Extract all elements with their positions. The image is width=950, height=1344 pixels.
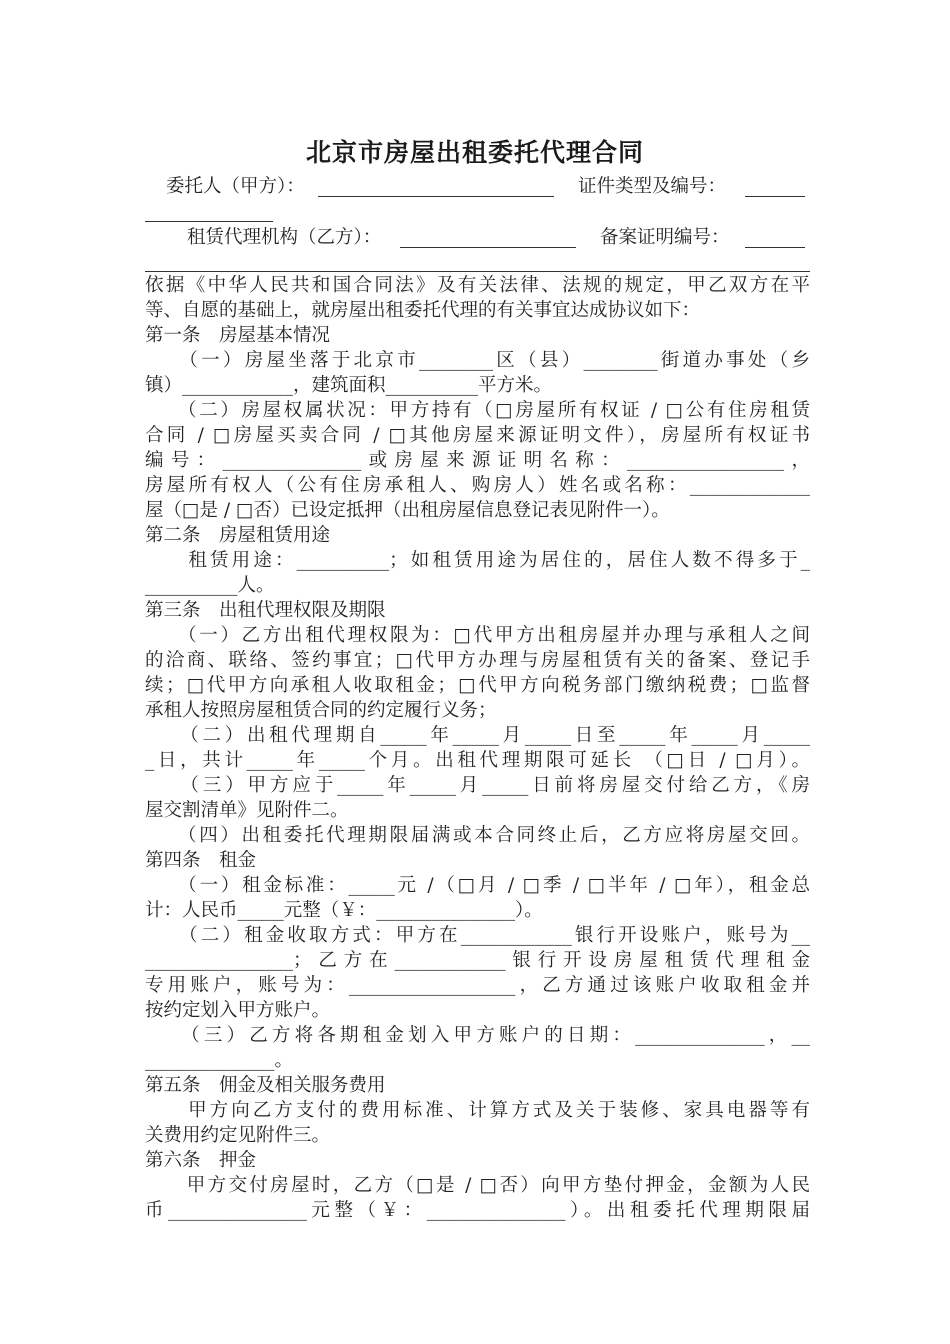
id-type-label: 证件类型及编号： — [578, 176, 727, 197]
body-line: 关费用约定见附件三。 — [145, 1125, 331, 1146]
article-heading: 第五条 佣金及相关服务费用 — [145, 1075, 386, 1096]
article-heading: 第一条 房屋基本情况 — [145, 325, 331, 346]
body-line: 合同 / □房屋买卖合同 / □其他房屋来源证明文件），房屋所有权证书 — [145, 425, 810, 446]
body-line: ________________；乙方在____________银行开设房屋租赁代理租金 — [145, 950, 810, 971]
body-line: 甲方交付房屋时，乙方（□是 / □否）向甲方垫付押金，金额为人民 — [145, 1175, 810, 1196]
body-line: （四）出租委托代理期限届满或本合同终止后，乙方应将房屋交回。 — [145, 825, 810, 846]
body-line: 屋（□是 / □否）已设定抵押（出租房屋信息登记表见附件一）。 — [145, 500, 670, 521]
agency-blank — [400, 247, 576, 248]
body-line: 承租人按照房屋租赁合同的约定履行义务； — [145, 700, 497, 721]
body-line: （一）租金标准：_____元 /（□月 / □季 / □半年 / □年），租金总 — [145, 875, 810, 896]
body-line: （二）出租代理期自_____年_____月_____日至_____年_____月_____ — [145, 725, 810, 746]
article-heading: 第六条 押金 — [145, 1150, 257, 1171]
body-line: （二）租金收取方式：甲方在____________银行开设账户，账号为__ — [145, 925, 810, 946]
body-line: 甲方向乙方支付的费用标准、计算方式及关于装修、家具电器等有 — [145, 1100, 810, 1121]
body-line: ______________。 — [145, 1050, 294, 1071]
article-heading: 第三条 出租代理权限及期限 — [145, 600, 386, 621]
body-line: （一）乙方出租代理权限为：□代甲方出租房屋并办理与承租人之间 — [145, 625, 810, 646]
id-type-blank — [745, 196, 805, 197]
body-line: （一）房屋坐落于北京市________区（县）________街道办事处（乡 — [145, 350, 810, 371]
body-line: 续；□代甲方向承租人收取租金；□代甲方向税务部门缴纳税费；□监督 — [145, 675, 810, 696]
body-line: 计：人民币_____元整（￥：_______________）。 — [145, 900, 543, 921]
body-line: _日，共计_____年_____个月。出租代理期限可延长 （□日 / □月）。 — [145, 750, 810, 771]
body-line: 镇）____________，建筑面积__________平方米。 — [145, 375, 553, 396]
body-line: 专用账户，账号为：__________________，乙方通过该账户收取租金并 — [145, 975, 810, 996]
article-heading: 第四条 租金 — [145, 850, 257, 871]
body-line: 依据《中华人民共和国合同法》及有关法律、法规的规定，甲乙双方在平 — [145, 275, 810, 296]
body-line: 的洽商、联络、签约事宜；□代甲方办理与房屋租赁有关的备案、登记手 — [145, 650, 810, 671]
filing-blank — [745, 247, 805, 248]
body-line: 租赁用途：__________；如租赁用途为居住的，居住人数不得多于_ — [145, 550, 810, 571]
body-line: 房屋所有权人（公有住房承租人、购房人）姓名或名称：_____________ — [145, 475, 810, 496]
filing-label: 备案证明编号： — [600, 227, 730, 248]
body-line: 等、自愿的基础上，就房屋出租委托代理的有关事宜达成协议如下： — [145, 300, 701, 321]
article-heading: 第二条 房屋租赁用途 — [145, 525, 331, 546]
body-line: （三）乙方将各期租金划入甲方账户的日期：______________，__ — [145, 1025, 810, 1046]
agency-label: 租赁代理机构（乙方）： — [187, 227, 382, 248]
principal-label: 委托人（甲方）： — [166, 176, 305, 197]
body-line: 屋交割清单》见附件二。 — [145, 800, 349, 821]
body-line: （二）房屋权属状况：甲方持有（□房屋所有权证 / □公有住房租赁 — [145, 400, 810, 421]
body-line: __________人。 — [145, 575, 275, 596]
body-line: 按约定划入甲方账户。 — [145, 1000, 331, 1021]
principal-blank — [318, 196, 554, 197]
filing-blank-cont — [145, 271, 810, 272]
id-type-blank-cont — [145, 221, 273, 222]
body-line: 币_______________元整（￥：_______________）。出租委托代理期限届 — [145, 1200, 810, 1221]
body-line: 编号：_______________或房屋来源证明名称：_________________， — [145, 450, 810, 471]
body-line: （三）甲方应于_____年_____月_____日前将房屋交付给乙方，《房 — [145, 775, 810, 796]
page-title: 北京市房屋出租委托代理合同 — [305, 138, 644, 167]
